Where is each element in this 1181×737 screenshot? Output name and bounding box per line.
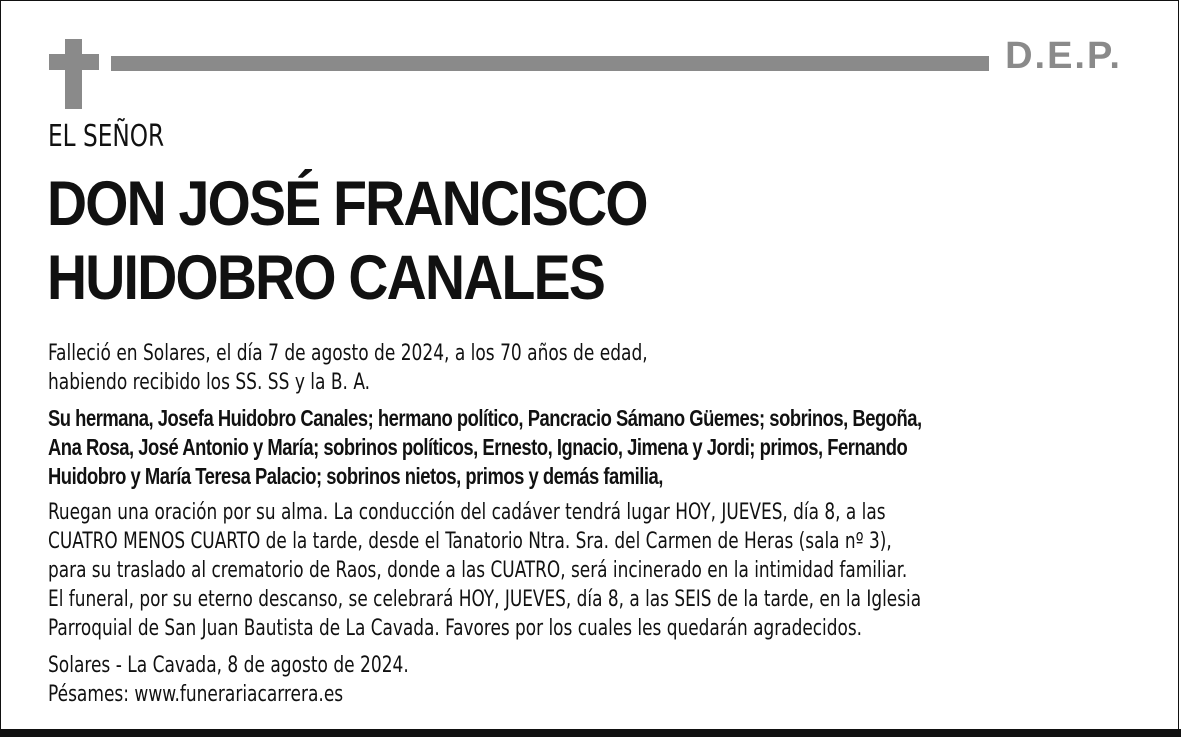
footer (48, 651, 409, 709)
dep-label: D.E.P. (1005, 35, 1122, 77)
family-list (48, 404, 922, 491)
header-rule (111, 56, 989, 71)
name-line-2: HUIDOBRO CANALES (47, 243, 605, 313)
text-line: Parroquial de San Juan Bautista de La Cavada. Favores por los cuales les quedarán agradecidos. (48, 616, 863, 641)
death-notice (48, 339, 648, 397)
text-line: Su hermana, Josefa Huidobro Canales; hermano político, Pancracio Sámano Güemes; sobrinos, Begoña, (48, 405, 922, 431)
text-line: para su traslado al crematorio de Raos, donde a las CUATRO, será incinerado en la intimidad familiar. (48, 558, 908, 583)
bottom-bar (0, 729, 1181, 737)
name-line-1: DON JOSÉ FRANCISCO (47, 169, 647, 239)
condolences-link[interactable]: Pésames: www.funerariacarrera.es (48, 682, 344, 707)
text-line: Huidobro y María Teresa Palacio; sobrinos nietos, primos y demás familia, (48, 463, 663, 489)
text-line: CUATRO MENOS CUARTO de la tarde, desde el Tanatorio Ntra. Sra. del Carmen de Heras (sala nº 3), (48, 529, 892, 554)
honorific-title: EL SEÑOR (48, 119, 165, 154)
text-line: Falleció en Solares, el día 7 de agosto de 2024, a los 70 años de edad, (48, 341, 648, 366)
text-line: Ruegan una oración por su alma. La conducción del cadáver tendrá lugar HOY, JUEVES, día 8, a las (48, 500, 886, 525)
text-line: El funeral, por su eterno descanso, se celebrará HOY, JUEVES, día 8, a las SEIS de la tarde, en la Iglesia (48, 587, 922, 612)
deceased-name (47, 167, 647, 315)
ceremony-details (48, 498, 921, 643)
place-date: Solares - La Cavada, 8 de agosto de 2024. (48, 653, 409, 678)
text-line: Ana Rosa, José Antonio y María; sobrinos políticos, Ernesto, Ignacio, Jimena y Jordi; primos, Fernando (48, 434, 908, 460)
latin-cross-icon (49, 39, 99, 109)
text-line: habiendo recibido los SS. SS y la B. A. (48, 370, 371, 395)
